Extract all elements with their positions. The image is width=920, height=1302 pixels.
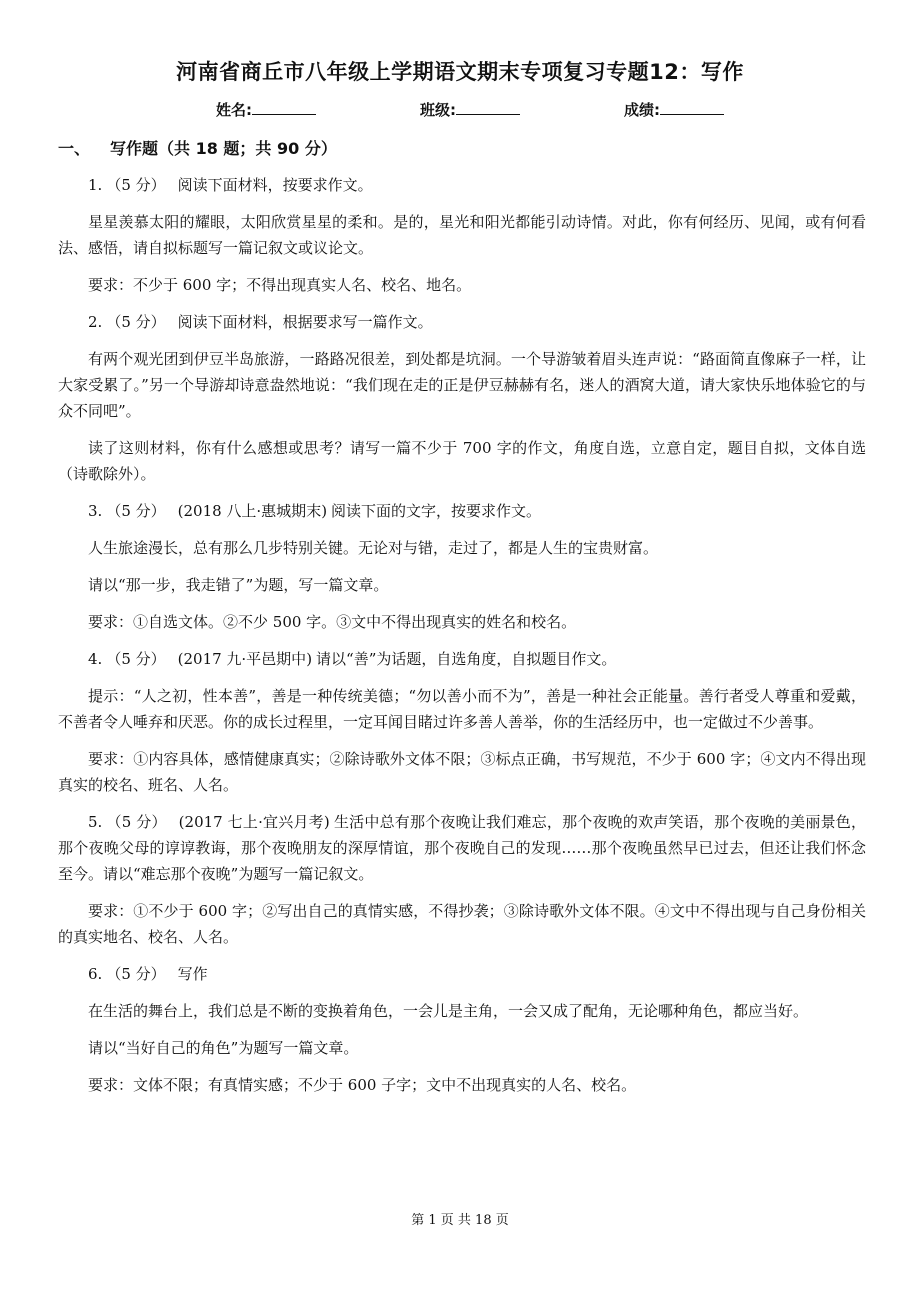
section-heading	[58, 136, 337, 159]
question-number: 6.	[88, 965, 103, 983]
question-prompt: 生活中总有那个夜晚让我们难忘，那个夜晚的欢声笑语，那个夜晚的美丽景色，那个夜晚父母的谆谆教诲，那个夜晚朋友的深厚情谊，那个夜晚自己的发现……那个夜晚虽然早已过去，但还让我们怀念至今。请以“难忘那个夜晚”为题写一篇记叙文。	[58, 813, 866, 883]
question-score: （5 分）	[106, 176, 166, 194]
question-number: 1.	[88, 176, 103, 194]
question-1-text: 星星羡慕太阳的耀眼，太阳欣赏星星的柔和。是的，星光和阳光都能引动诗情。对此，你有何经历、见闻，或有何看法、感悟，请自拟标题写一篇记叙文或议论文。	[58, 213, 866, 257]
class-blank	[456, 99, 520, 115]
question-prompt: 阅读下面材料，根据要求写一篇作文。	[177, 313, 433, 331]
question-6-text: 在生活的舞台上，我们总是不断的变换着角色，一会儿是主角，一会又成了配角，无论哪种角色，都应当好。	[88, 1002, 809, 1020]
page-title: 河南省商丘市八年级上学期语文期末专项复习专题12：写作	[176, 60, 744, 84]
question-score: （5 分）	[106, 650, 166, 668]
question-score: （5 分）	[106, 502, 166, 520]
question-number: 2.	[88, 313, 103, 331]
questions-list	[58, 172, 866, 1109]
question-number: 4.	[88, 650, 103, 668]
score-field	[624, 99, 724, 120]
name-field	[216, 99, 316, 120]
question-3-topic: 请以“那一步，我走错了”为题，写一篇文章。	[88, 576, 389, 594]
section-number: 一、	[58, 139, 91, 158]
question-4-head	[58, 646, 866, 672]
question-6-head	[58, 961, 866, 987]
question-3-text: 人生旅途漫长，总有那么几步特别关键。无论对与错，走过了，都是人生的宝贵财富。	[88, 539, 659, 557]
question-5-head	[58, 809, 866, 887]
score-label: 成绩:	[624, 101, 660, 119]
question-score: （5 分）	[106, 313, 166, 331]
question-3-requirement: 要求：①自选文体。②不少 500 字。③文中不得出现真实的姓名和校名。	[88, 613, 577, 631]
question-3-head	[58, 498, 866, 524]
name-blank	[252, 99, 316, 115]
question-2-head	[58, 309, 866, 335]
score-blank	[660, 99, 724, 115]
question-score: （5 分）	[106, 813, 167, 831]
question-prompt: 写作	[177, 965, 208, 983]
question-6-requirement: 要求：文体不限；有真情实感；不少于 600 子字；文中不出现真实的人名、校名。	[88, 1076, 637, 1094]
question-number: 3.	[88, 502, 103, 520]
question-1-requirement: 要求：不少于 600 字；不得出现真实人名、校名、地名。	[88, 276, 472, 294]
question-source: (2017 九·平邑期中)	[177, 650, 313, 668]
question-prompt: 阅读下面的文字，按要求作文。	[331, 502, 542, 520]
question-2-requirement: 读了这则材料，你有什么感想或思考？请写一篇不少于 700 字的作文，角度自选，立意自定，题目自拟，文体自选（诗歌除外）。	[58, 439, 866, 483]
page-footer: 第 1 页 共 18 页	[411, 1213, 509, 1228]
question-5-requirement: 要求：①不少于 600 字；②写出自己的真情实感，不得抄袭；③除诗歌外文体不限。④文中不得出现与自己身份相关的真实地名、校名、人名。	[58, 902, 866, 946]
question-4-requirement: 要求：①内容具体，感情健康真实；②除诗歌外文体不限；③标点正确，书写规范，不少于 600 字；④文内不得出现真实的校名、班名、人名。	[58, 750, 866, 794]
question-prompt: 请以“善”为话题，自选角度，自拟题目作文。	[316, 650, 617, 668]
question-source: (2018 八上·惠城期末)	[177, 502, 328, 520]
student-info-row	[0, 99, 920, 121]
question-4-hint: 提示：“人之初，性本善”，善是一种传统美德；“勿以善小而不为”，善是一种社会正能量。善行者受人尊重和爱戴，不善者令人唾弃和厌恶。你的成长过程里，一定耳闻目睹过许多善人善举，你的生活经历中，也一定做过不少善事。	[58, 687, 866, 731]
class-field	[420, 99, 520, 120]
section-label: 写作题（共 18 题；共 90 分）	[110, 139, 337, 158]
question-2-text: 有两个观光团到伊豆半岛旅游，一路路况很差，到处都是坑洞。一个导游皱着眉头连声说：“路面简直像麻子一样，让大家受累了。”另一个导游却诗意盎然地说：“我们现在走的正是伊豆赫赫有名，迷人的酒窝大道，请大家快乐地体验它的与众不同吧”。	[58, 350, 866, 420]
question-score: （5 分）	[106, 965, 166, 983]
question-source: (2017 七上·宜兴月考)	[178, 813, 330, 831]
question-1-head	[58, 172, 866, 198]
question-prompt: 阅读下面材料，按要求作文。	[177, 176, 373, 194]
name-label: 姓名:	[216, 101, 252, 119]
question-number: 5.	[88, 813, 103, 831]
question-6-topic: 请以“当好自己的角色”为题写一篇文章。	[88, 1039, 359, 1057]
class-label: 班级:	[420, 101, 456, 119]
